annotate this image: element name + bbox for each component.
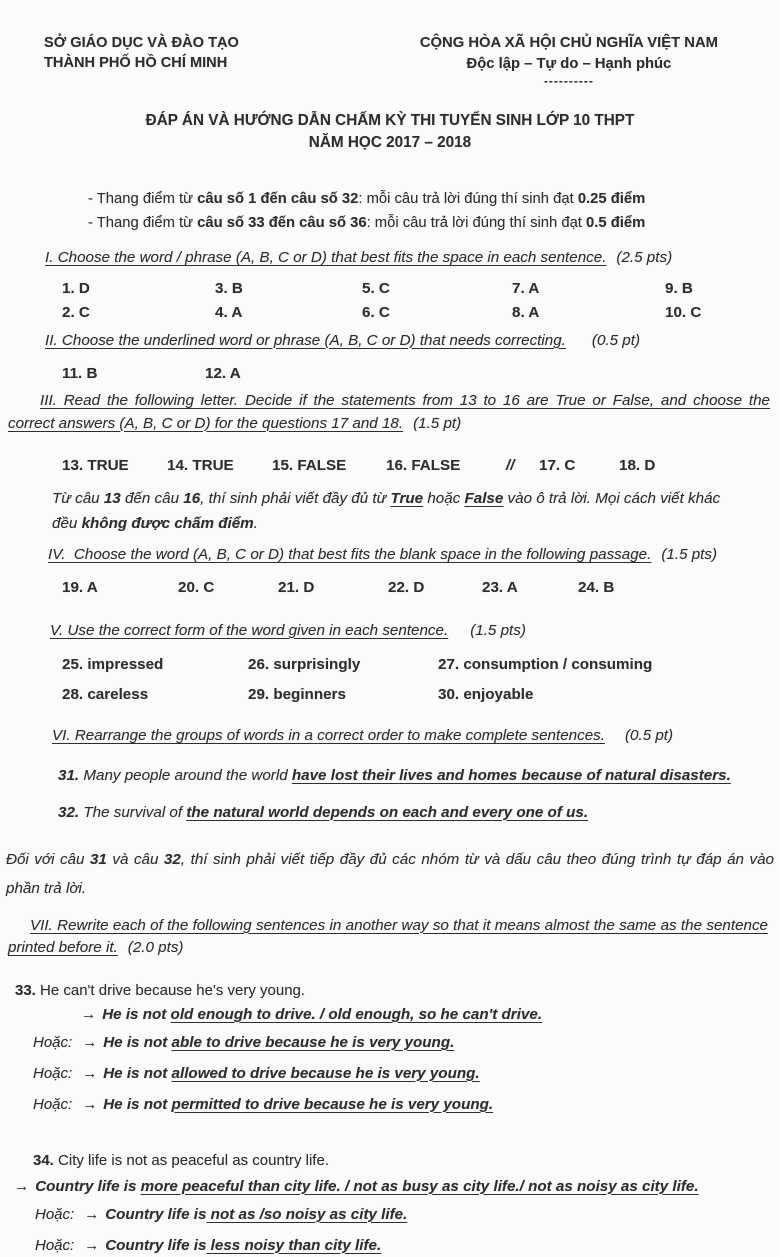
answer-33-alt3-key: permitted to drive because he is very young. <box>171 1095 494 1113</box>
answer-33-alt2-lead: He is not <box>103 1064 172 1082</box>
note3-q13: 13 <box>103 490 121 507</box>
note3-no-score: không được chấm điểm <box>81 515 254 532</box>
answer-5: 5. C <box>362 279 390 297</box>
section-1-title: Choose the word / phrase (A, B, C or D) that best fits the space in each sentence. <box>57 249 607 266</box>
arrow-icon: → <box>82 1095 98 1113</box>
grading1-pre: - Thang điểm từ <box>88 191 198 207</box>
section-6-title: Rearrange the groups of words in a correct order to make complete sentences. <box>74 727 605 744</box>
section-1-answers-row-2 <box>62 304 780 321</box>
section-1-numeral: I. <box>45 249 54 266</box>
question-33-prompt <box>15 982 780 999</box>
section-3-note <box>52 486 748 536</box>
note3-seg: Từ câu <box>52 490 104 507</box>
answer-34-alt2-key: less noisy than city life. <box>206 1236 382 1254</box>
section-6-numeral: VI. <box>52 727 71 744</box>
answer-34-main <box>8 1178 770 1195</box>
answer-33-alt1-key: able to drive because he is very young. <box>171 1033 455 1051</box>
question-33-text: He can't drive because he's very young. <box>35 981 306 999</box>
section-5-answers-row-1 <box>62 656 780 673</box>
department-block <box>44 34 239 88</box>
title-line2: NĂM HỌC 2017 – 2018 <box>308 134 472 151</box>
answer-33-alt-1 <box>33 1031 780 1054</box>
note3-seg: hoặc <box>423 490 465 507</box>
section-3-title: Read the following letter. Decide if the statements from 13 to 16 are True or False, and choose the correct answers (A, B, C or D) for the questions 17 and 18. <box>8 392 770 432</box>
department-line1: SỞ GIÁO DỤC VÀ ĐÀO TẠO <box>44 35 239 51</box>
answer-7: 7. A <box>512 279 540 297</box>
answer-27: 27. consumption / consuming <box>438 656 653 673</box>
answer-22: 22. D <box>388 578 425 596</box>
note3-true: True <box>390 490 424 507</box>
document-header <box>0 0 780 88</box>
arrow-icon: → <box>81 1005 97 1023</box>
alt-label: Hoặc: <box>33 1064 73 1082</box>
section-1-points: (2.5 pts) <box>616 249 673 266</box>
answer-19: 19. A <box>62 578 98 596</box>
grading2-mid: : mỗi câu trả lời đúng thí sinh đạt <box>366 214 587 231</box>
section-5-heading <box>50 620 744 643</box>
alt-label: Hoặc: <box>35 1205 75 1223</box>
answer-26: 26. surprisingly <box>248 656 361 673</box>
section-3-heading <box>8 390 770 435</box>
section-3-numeral: III. <box>40 392 57 409</box>
answer-25: 25. impressed <box>62 656 164 673</box>
answer-32 <box>58 801 760 825</box>
answer-4: 4. A <box>215 303 243 321</box>
section-2-heading <box>45 330 744 353</box>
title-line1: ĐÁP ÁN VÀ HƯỚNG DẪN CHẤM KỲ THI TUYỂN SINH LỚP 10 THPT <box>145 112 635 129</box>
department-line2: THÀNH PHỐ HỒ CHÍ MINH <box>44 54 228 71</box>
answer-20: 20. C <box>178 578 215 596</box>
note6-q31: 31 <box>89 850 107 868</box>
grading1-mid: : mỗi câu trả lời đúng thí sinh đạt <box>358 191 578 207</box>
answer-31-number: 31. <box>58 766 80 784</box>
section-5-title: Use the correct form of the word given in each sentence. <box>67 621 449 639</box>
section-4-answers-row <box>62 579 780 596</box>
answer-16: 16. FALSE <box>386 457 461 474</box>
answer-31-lead: Many people around the world <box>79 766 292 784</box>
section-6-points: (0.5 pt) <box>624 727 674 744</box>
arrow-icon: → <box>14 1177 30 1195</box>
answer-24: 24. B <box>578 578 615 596</box>
note3-q16: 16 <box>183 490 201 507</box>
answer-3: 3. B <box>215 279 243 297</box>
arrow-icon: → <box>82 1033 98 1051</box>
answer-6: 6. C <box>362 303 390 321</box>
answer-2: 2. C <box>62 303 90 321</box>
answer-11: 11. B <box>62 365 98 382</box>
section-3-points: (1.5 pt) <box>413 414 462 432</box>
grading-notes <box>88 188 740 235</box>
section-5-numeral: V. <box>50 621 64 639</box>
republic-block <box>420 34 718 88</box>
section-4-heading <box>48 544 744 567</box>
grading1-range: câu số 1 đến câu số 32 <box>197 191 359 207</box>
arrow-icon: → <box>84 1236 100 1254</box>
grading1-score: 0.25 điểm <box>577 191 646 207</box>
question-34-prompt <box>33 1152 780 1169</box>
answer-34-alt1-lead: Country life is <box>105 1205 207 1223</box>
section-6-heading <box>52 725 744 748</box>
section-7-title: Rewrite each of the following sentences in another way so that it means almost the same as the sentence printed before it. <box>8 916 768 956</box>
section-7-points: (2.0 pts) <box>127 939 184 956</box>
note6-seg: , thí sinh phải viết tiếp đầy đủ các nhóm từ và dấu câu theo đúng trình tự đáp án vào phần trả lời. <box>6 850 774 897</box>
answer-33-alt1-lead: He is not <box>103 1033 172 1051</box>
grading-note-2 <box>88 212 740 236</box>
answer-18: 18. D <box>619 457 656 474</box>
answer-13: 13. TRUE <box>62 457 129 474</box>
answer-33-lead: He is not <box>102 1005 171 1023</box>
answer-15: 15. FALSE <box>272 457 347 474</box>
grading2-pre: - Thang điểm từ <box>88 214 198 231</box>
alt-label: Hoặc: <box>33 1095 73 1113</box>
answer-34-key: more peaceful than city life. / not as busy as city life./ not as noisy as city life. <box>140 1177 699 1195</box>
section-1-heading <box>45 247 744 270</box>
note6-seg: Đối với câu <box>6 850 90 868</box>
answer-33-alt2-key: allowed to drive because he is very young. <box>171 1064 480 1082</box>
answer-31 <box>58 764 760 788</box>
section-2-numeral: II. <box>45 331 58 349</box>
answer-34-alt-1 <box>35 1203 780 1226</box>
answers-separator: // <box>506 457 515 474</box>
note6-q32: 32 <box>163 850 181 868</box>
answer-28: 28. careless <box>62 686 149 703</box>
question-33-number: 33. <box>15 981 36 999</box>
answer-33-alt3-lead: He is not <box>103 1095 172 1113</box>
section-1-answers-row-1 <box>62 280 780 297</box>
note3-seg: đến câu <box>120 490 184 507</box>
answer-32-number: 32. <box>58 803 80 821</box>
answer-12: 12. A <box>205 365 241 382</box>
note3-period: . <box>253 515 258 532</box>
motto-line: Độc lập – Tự do – Hạnh phúc <box>466 55 672 72</box>
answer-32-key: the natural world depends on each and every one of us. <box>186 803 589 821</box>
section-4-points: (1.5 pts) <box>661 546 718 563</box>
answer-32-lead: The survival of <box>79 803 187 821</box>
grading2-range: câu số 33 đến câu số 36 <box>197 214 367 231</box>
answer-33-main <box>75 1006 780 1023</box>
answer-8: 8. A <box>512 303 540 321</box>
answer-23: 23. A <box>482 578 518 596</box>
grading2-score: 0.5 điểm <box>586 214 646 231</box>
answer-14: 14. TRUE <box>167 457 234 474</box>
answer-34-alt-2 <box>35 1234 780 1257</box>
answer-30: 30. enjoyable <box>438 686 534 703</box>
section-3-answers-row <box>62 457 780 474</box>
answer-29: 29. beginners <box>248 686 346 703</box>
note6-seg: và câu <box>106 850 164 868</box>
arrow-icon: → <box>84 1205 100 1223</box>
note3-false: False <box>464 490 504 507</box>
answer-34-lead: Country life is <box>35 1177 141 1195</box>
republic-line: CỘNG HÒA XÃ HỘI CHỦ NGHĨA VIỆT NAM <box>419 35 718 51</box>
motto-divider: ---------- <box>543 74 594 88</box>
arrow-icon: → <box>82 1064 98 1082</box>
section-6-note <box>6 845 774 903</box>
note3-seg: vào ô trả lời. Mọi cách viết khác đều <box>52 490 721 532</box>
answer-1: 1. D <box>62 279 90 297</box>
section-5-answers-row-2 <box>62 686 780 703</box>
answer-33-alt-3 <box>33 1093 780 1116</box>
answer-9: 9. B <box>665 279 693 297</box>
note3-seg: , thí sinh phải viết đầy đủ từ <box>200 490 391 507</box>
section-2-title: Choose the underlined word or phrase (A, B, C or D) that needs correcting. <box>61 331 566 349</box>
alt-label: Hoặc: <box>35 1236 75 1254</box>
answer-10: 10. C <box>665 303 702 321</box>
section-4-title: Choose the word (A, B, C or D) that best fits the blank space in the following passage. <box>73 546 652 563</box>
answer-34-alt1-key: not as /so noisy as city life. <box>206 1205 408 1223</box>
section-7-numeral: VII. <box>30 916 53 934</box>
section-5-points: (1.5 pts) <box>470 621 526 639</box>
answer-33-key: old enough to drive. / old enough, so he can't drive. <box>170 1005 543 1023</box>
section-2-points: (0.5 pt) <box>591 331 641 349</box>
section-4-numeral: IV. <box>48 546 66 563</box>
question-34-number: 34. <box>33 1151 54 1169</box>
grading-note-1 <box>88 188 740 212</box>
section-2-answers-row <box>62 365 780 382</box>
document-title <box>0 110 780 154</box>
section-7-heading <box>8 915 768 960</box>
alt-label: Hoặc: <box>33 1033 73 1051</box>
answer-33-alt-2 <box>33 1062 780 1085</box>
answer-34-alt2-lead: Country life is <box>105 1236 207 1254</box>
answer-17: 17. C <box>539 457 576 474</box>
answer-21: 21. D <box>278 578 315 596</box>
question-34-text: City life is not as peaceful as country life. <box>53 1151 329 1169</box>
answer-31-key: have lost their lives and homes because of natural disasters. <box>291 766 731 784</box>
